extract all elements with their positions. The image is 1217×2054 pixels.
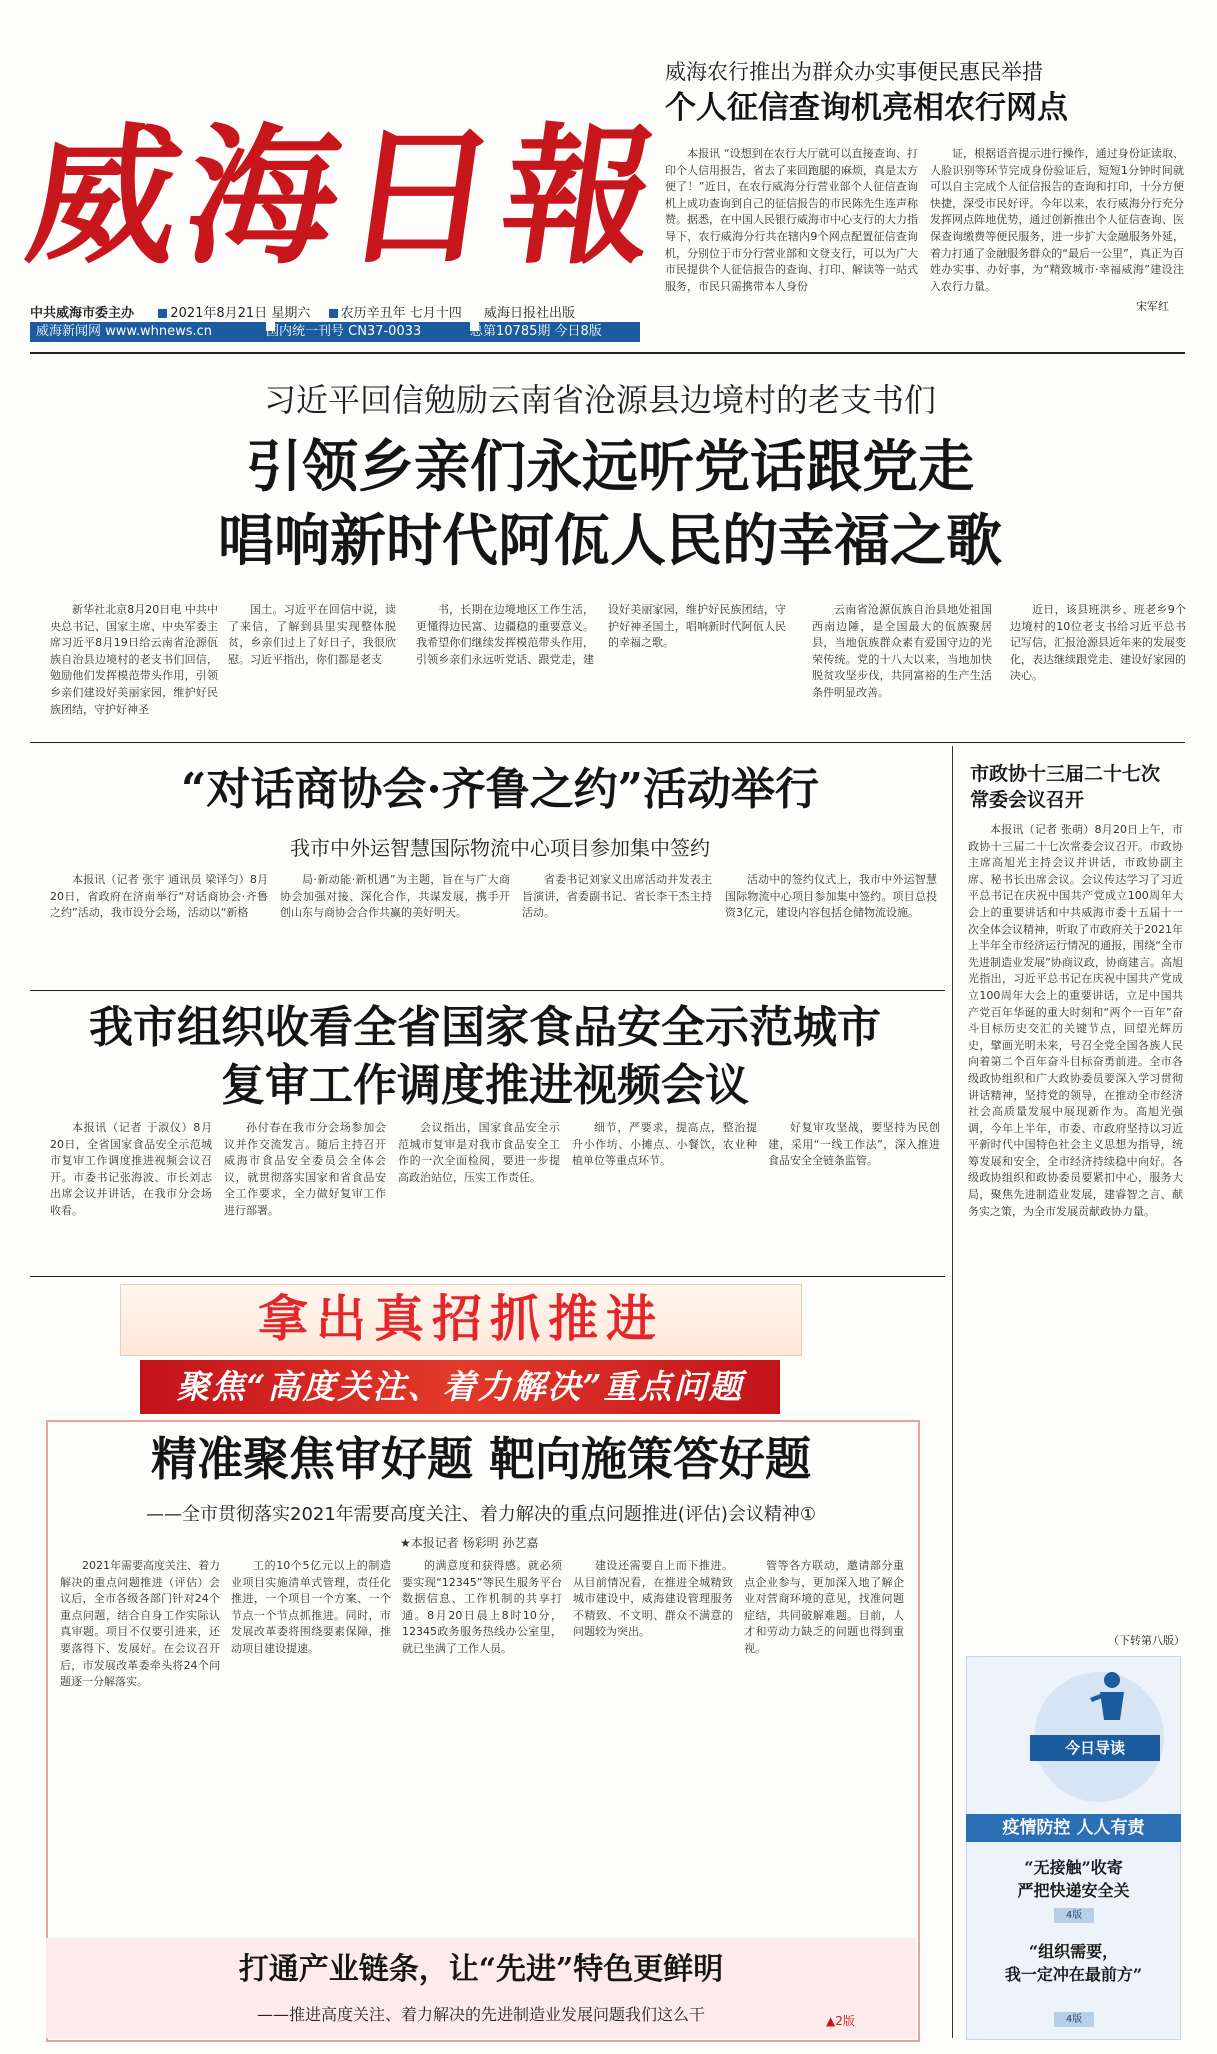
lead-headline-1[interactable]: 引领乡亲们永远听党话跟党走 [246,434,974,500]
square-bullet-icon [329,309,338,318]
campaign-banner-subtitle: 聚焦“高度关注、着力解决”重点问题 [176,1367,744,1406]
second-col-3: 省委书记刘家义出席活动并发表主旨演讲，省委副书记、省长李干杰主持活动。 [522,873,712,920]
person-icon [1080,1668,1140,1738]
masthead-date: 2021年8月21日 星期六 [170,306,311,321]
top-right-headline[interactable]: 个人征信查询机亮相农行网点 [665,90,1068,126]
campaign-col-3: 的满意度和获得感。就必须要实现“12345”等民生服务平台数据信息、工作机制的共享打通。8月20日晨上8时10分，12345政务服务热线办公室里，就已坐满了工作人员。 [402,1559,562,1655]
side-story-continued[interactable]: （下转第八版） [1108,1634,1185,1647]
campaign-banner-title: 拿出真招抓推进 [258,1289,664,1348]
campaign-col-2: 工的10个5亿元以上的制造业项目实施清单式管理，责任化推进，一个项目一个方案、一个节点一个节点抓推进。同时，市发展改革委将围绕要素保障，推动项目建设提速。 [231,1559,391,1655]
third-col-4: 细节，严要求，提高点，整治提升小作坊、小摊点、小餐饮，农业种植单位等重点环节。 [572,1121,757,1168]
campaign-subhead: ——全市贯彻落实2021年需要高度关注、着力解决的重点问题推进(评估)会议精神① [146,1504,816,1525]
lead-headline-2[interactable]: 唱响新时代阿佤人民的幸福之歌 [218,508,1002,574]
third-col-3: 会议指出，国家食品安全示范城市复审是对我市食品安全工作的一次全面检阅，要进一步提高政治站位，压实工作责任。 [398,1121,560,1184]
top-right-col-2: 证，根据语音提示进行操作，通过身份证读取、人脸识别等环节完成身份验证后，短短1分钟时间就可以自主完成个人征信报告的查询和打印，十分方便快捷，深受市民好评。今年以来，农行威海分行充分发挥网点阵地优势，通过创新推出个人征信查询、医保查询缴费等便民服务，进一步扩大金融服务外延，着力打通了金融服务群众的“最后一公里”，真正为百姓办实事、办好事，为“精致城市·幸福威海”建设注入农行力量。 [930,147,1184,293]
lead-col-1: 新华社北京8月20日电 中共中央总书记、国家主席、中央军委主席习近平8月19日给云南省沧源佤族自治县边境村的老支书们回信，勉励他们发挥模范带头作用，引领乡亲们建设好美丽家园，维护好民族团结，守护好神圣 [50,603,218,716]
masthead-lunar: 农历辛丑年 七月十四 [340,306,462,321]
campaign-col-4: 建设还需要自上而下推进。从目前情况看，在推进全城精致城市建设中，威海建设管理服务不精致、不文明、群众不满意的问题较为突出。 [573,1559,733,1639]
masthead-info-bar: 威海新闻网 www.whnews.cn 国内统一刊号 CN37-0033 总第10785期 今日8版 [30,322,640,342]
masthead-site[interactable]: 威海新闻网 www.whnews.cn [36,324,213,339]
digest-item1-page[interactable]: 4版 [1054,1908,1094,1923]
third-col-2: 孙付春在我市分会场参加会议并作交流发言。随后主持召开威海市食品安全委员会全体会议，就贯彻落实国家和省食品安全工作要求，全力做好复审工作进行部署。 [224,1121,386,1217]
second-col-2: 局·新动能·新机遇”为主题，旨在与广大商协会加强对接、深化合作，共谋发展，携手开创山东与商协会合作共赢的美好明天。 [280,873,510,920]
masthead-publisher: 威海日报社出版 [484,306,576,321]
masthead-sponsor: 中共威海市委主办 [30,306,135,321]
side-headline-2[interactable]: 常委会议召开 [970,789,1085,811]
second-subhead: 我市中外运智慧国际物流中心项目参加集中签约 [290,836,710,860]
third-headline-1[interactable]: 我市组织收看全省国家食品安全示范城市 [89,1002,881,1053]
campaign-bottom-page[interactable]: ▲2版 [826,2014,855,2028]
top-right-kicker: 威海农行推出为群众办实事便民惠民举措 [665,60,1043,84]
campaign-bottom-headline[interactable]: 打通产业链条，让“先进”特色更鲜明 [238,1952,724,1987]
divider [30,1276,945,1277]
third-headline-2[interactable]: 复审工作调度推进视频会议 [221,1060,749,1111]
campaign-col-1: 2021年需要高度关注、着力解决的重点问题推进（评估）会议后，全市各级各部门针对24个重点问题，结合自身工作实际认真审题。项目不仅要引进来，还要落得下、发展好。在会议召开后，市发展改革委牵头将24个问题逐一分解落实。 [60,1559,220,1689]
campaign-bottom-subhead: ——推进高度关注、着力解决的先进制造业发展问题我们这么干 [256,2005,705,2024]
column-divider [952,746,953,2038]
top-right-author: 宋军红 [1136,300,1169,313]
second-col-1: 本报讯（记者 张宇 通讯员 梁译匀）8月20日，省政府在济南举行“对话商协会·齐鲁之约”活动，我市设分会场，活动以“新格 [50,873,268,920]
campaign-headline[interactable]: 精准聚焦审好题 靶向施策答好题 [150,1432,811,1486]
masthead-meta-row [30,302,575,321]
campaign-byline: ★本报记者 杨彩明 孙艺嘉 [400,1536,539,1550]
divider [30,352,1185,354]
second-col-4: 活动中的签约仪式上，我市中外运智慧国际物流中心项目参加集中签约。项目总投资3亿元，建设内容包括仓储物流设施。 [725,873,937,920]
side-headline-1[interactable]: 市政协十三届二十七次 [970,763,1161,785]
divider [30,990,945,991]
lead-col-3: 书，长期在边境地区工作生活，更懂得边民富、边疆稳的重要意义。我希望你们继续发挥模范带头作用，引领乡亲们永远听党话、跟党走，建设好美丽家园，维护好民族团结，守护好神圣国土，唱响新时代阿佤人民的幸福之歌。 [416,603,786,666]
lead-col-5: 近日，该县班洪乡、班老乡9个边境村的10位老支书给习近平总书记写信，汇报沧源县近年来的发展变化，表达继续跟党走、建设好家园的决心。 [1010,603,1186,683]
side-story-text: 本报讯（记者 张萌）8月20日上午，市政协十三届二十七次常委会议召开。市政协主席高旭光主持会议并讲话，市政协副主席、秘书长出席会议。会议传达学习了习近平总书记在庆祝中国共产党成立100周年大会上的重要讲话和中共威海市委十五届十一次全体会议精神，听取了市政府关于2021年上半年全市经济运行情况的通报，围绕“全市先进制造业发展”协商议政，协商建言。高旭光指出，习近平总书记在庆祝中国共产党成立100周年大会上的重要讲话，立足中国共产党百年华诞的重大时刻和“两个一百年”奋斗目标历史交汇的关键节点，回望光辉历史，擘画光明未来，号召全党全国各族人民向着第二个百年奋斗目标奋勇前进。全市各级政协组织和广大政协委员要深入学习贯彻讲话精神，坚持党的领导，在推动全市经济社会高质量发展中展现新作为。高旭光强调，今年上半年，市委、市政府坚持以习近平新时代中国特色社会主义思想为指导，统筹发展和安全，全市经济持续稳中向好。各级政协组织和政协委员要紧扣中心，服务大局，聚焦先进制造业发展，建睿智之言、献务实之策，为全市发展贡献政协力量。 [968,823,1183,1218]
divider [30,742,1185,743]
digest-band: 疫情防控 人人有责 [966,1814,1181,1842]
campaign-col-5: 管等各方联动，邀请部分重点企业参与，更加深入地了解企业对营商环境的意见，找准问题症结，共同破解难题。目前，人才和劳动力缺乏的问题也得到重视。 [744,1559,904,1655]
digest-item1-title[interactable]: “无接触”收寄 严把快递安全关 [1017,1858,1130,1900]
square-bullet-icon [158,309,167,318]
second-headline[interactable]: “对话商协会·齐鲁之约”活动举行 [181,764,819,815]
lead-col-2: 国土。习近平在回信中说，读了来信，了解到县里实现整体脱贫，乡亲们过上了好日子，我很欣慰。习近平指出，你们都是老支 [228,603,396,666]
top-right-col-1: 本报讯 “设想到在农行大厅就可以直接查询、打印个人信用报告，省去了来回跑腿的麻烦，真是太方便了！”近日，在农行威海分行营业部个人征信查询机上成功查询到自己的征信报告的市民陈先生连声称赞。据悉，在中国人民银行威海市中心支行的大力指导下，农行威海分行共在辖内9个网点配置征信查询机，分别位于市分行营业部和文登支行，可以为广大市民提供个人征信报告的查询、打印、解读等一站式服务，市民只需携带本人身份 [665,147,918,293]
third-col-1: 本报讯（记者 于淑仪）8月20日，全省国家食品安全示范城市复审工作调度推进视频会议召开。市委书记张海波、市长刘志出席会议并讲话，在我市分会场收看。 [50,1121,212,1217]
digest-item2-title[interactable]: “组织需要， 我一定冲在最前方” [1004,1942,1143,1984]
newspaper-masthead: 威海日報 [17,109,675,285]
third-col-5: 好复审攻坚战，要坚持为民创建，采用“一线工作法”，深入推进食品安全全链条监管。 [768,1121,940,1168]
campaign-banner [120,1284,800,1422]
digest-badge: 今日导读 [1030,1735,1160,1761]
lead-col-4: 云南省沧源佤族自治县地处祖国西南边陲，是全国最大的佤族聚居县，当地佤族群众素有爱国守边的光荣传统。党的十八大以来，当地加快脱贫攻坚步伐，共同富裕的生产生活条件明显改善。 [812,603,992,699]
digest-item2-page[interactable]: 4版 [1054,2012,1094,2027]
lead-kicker: 习近平回信勉励云南省沧源县边境村的老支书们 [263,381,936,419]
